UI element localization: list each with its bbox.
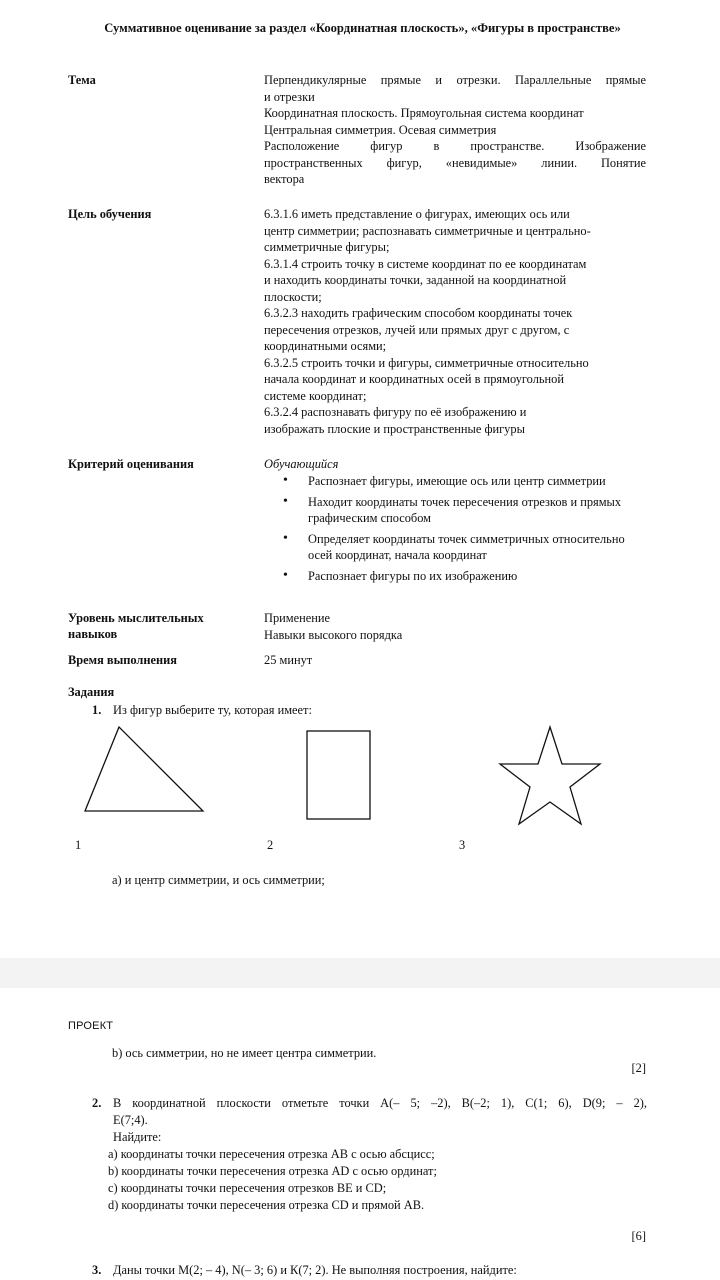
level-value-line: Применение — [264, 611, 331, 625]
goal-line: симметричные фигуры; — [264, 240, 390, 254]
task2-item: b) координаты точки пересечения отрезка АD с осью ординат; — [108, 1164, 437, 1178]
goal-line: плоскости; — [264, 289, 322, 304]
goal-line: изображать плоские и пространственные фигуры — [264, 421, 525, 436]
task1-part-b: b) ось симметрии, но не имеет центра симметрии. — [112, 1046, 377, 1060]
star-figure — [497, 724, 603, 828]
goal-line: 6.3.2.3 находить графическим способом координаты точек — [264, 306, 573, 320]
goal-line: координатными осями; — [264, 339, 387, 353]
topic-line: Координатная плоскость. Прямоугольная система координат — [264, 106, 584, 120]
topic-line: и отрезки — [264, 89, 315, 104]
topic-line: пространственных фигур, «невидимые» линии. Понятие — [264, 155, 646, 170]
figure-label-2: 2 — [267, 838, 274, 852]
task1-number: 1. — [92, 703, 102, 717]
row-label-goal: Цель обучения — [68, 207, 152, 221]
row-label-topic: Тема — [68, 73, 96, 87]
row-value-goal — [264, 206, 646, 437]
figure-label-3: 3 — [459, 838, 466, 852]
task2-number: 2. — [92, 1096, 102, 1110]
triangle-figure — [80, 722, 210, 816]
page-title: Суммативное оценивание за раздел «Координатная плоскость», «Фигуры в пространстве» — [104, 21, 621, 35]
goal-line: начала координат и координатных осей в прямоугольной — [264, 372, 564, 386]
tasks-heading: Задания — [68, 685, 115, 699]
task1-part-a: а) и центр симметрии, и ось симметрии; — [112, 873, 325, 887]
level-value-line: Навыки высокого порядка — [264, 627, 403, 642]
level-label-line: Уровень мыслительных — [68, 611, 204, 625]
project-label: ПРОЕКТ — [68, 1020, 114, 1032]
row-value-time: 25 минут — [264, 653, 313, 667]
criteria-intro: Обучающийся — [264, 457, 339, 471]
row-label-criteria: Критерий оценивания — [68, 457, 194, 471]
goal-line: 6.3.2.5 строить точки и фигуры, симметричные относительно — [264, 355, 589, 370]
criteria-list — [283, 473, 628, 588]
task1-points: [2] — [631, 1061, 646, 1075]
topic-line: Расположение фигур в пространстве. Изображение — [264, 139, 646, 153]
task1-text: Из фигур выберите ту, которая имеет: — [113, 703, 312, 717]
figure-label-1: 1 — [75, 838, 82, 852]
topic-line: Перпендикулярные прямые и отрезки. Параллельные прямые — [264, 73, 646, 87]
goal-line: системе координат; — [264, 388, 367, 403]
goal-line: 6.3.1.4 строить точку в системе координат по ее координатам — [264, 256, 587, 271]
row-label-time: Время выполнения — [68, 653, 178, 667]
task2-item: c) координаты точки пересечения отрезков ВЕ и СD; — [108, 1181, 387, 1195]
row-value-topic — [264, 72, 646, 188]
row-label-level — [68, 610, 204, 642]
task2-item: d) координаты точки пересечения отрезка СD и прямой АВ. — [108, 1198, 425, 1212]
goal-line: центр симметрии; распознавать симметричные и центрально- — [264, 223, 591, 238]
goal-line: 6.3.2.4 распознавать фигуру по её изображению и — [264, 405, 527, 419]
task2-line1: В координатной плоскости отметьте точки А(– 5; –2), В(–2; 1), С(1; 6), D(9; – 2), — [113, 1096, 647, 1110]
topic-line: вектора — [264, 172, 305, 186]
task2-line2: Е(7;4). — [113, 1113, 148, 1127]
criteria-item: • Определяет координаты точек симметричных относительно осей координат, начала координат — [283, 531, 628, 564]
goal-line: и находить координаты точки, заданной на координатной — [264, 273, 567, 287]
task2-item: a) координаты точки пересечения отрезка АВ с осью абсцисс; — [108, 1147, 435, 1161]
task2-points: [6] — [631, 1229, 646, 1243]
goal-line: 6.3.1.6 иметь представление о фигурах, имеющих ось или — [264, 207, 570, 221]
goal-line: пересечения отрезков, лучей или прямых друг с другом, с — [264, 322, 570, 337]
level-label-line: навыков — [68, 627, 118, 641]
criteria-item: • Распознает фигуры, имеющие ось или центр симметрии — [283, 473, 628, 490]
page-gap — [0, 958, 720, 988]
task3-text: Даны точки М(2; – 4), N(– 3; 6) и К(7; 2). Не выполняя построения, найдите: — [113, 1263, 517, 1277]
square-figure — [302, 727, 374, 823]
topic-line: Центральная симметрия. Осевая симметрия — [264, 122, 497, 137]
task2-find: Найдите: — [113, 1130, 162, 1144]
row-value-level — [264, 610, 646, 643]
criteria-item: • Распознает фигуры по их изображению — [283, 568, 628, 585]
task3-number: 3. — [92, 1263, 102, 1277]
criteria-item: • Находит координаты точек пересечения отрезков и прямых графическим способом — [283, 494, 628, 527]
